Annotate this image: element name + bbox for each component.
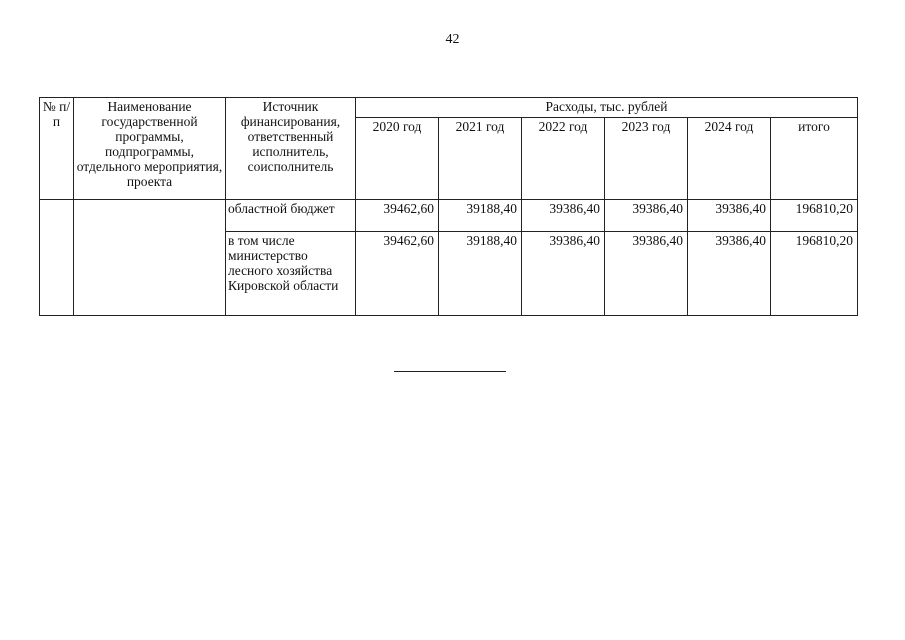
header-num: № п/п [40,98,74,200]
value-cell: 39188,40 [439,200,522,232]
table-row [40,200,858,232]
header-year-2024: 2024 год [688,118,771,200]
row-source-cell: в том числе министерство лесного хозяйства Кировской области [226,232,356,316]
value-cell: 39386,40 [522,200,605,232]
row-name-cell [74,200,226,316]
total-cell: 196810,20 [771,200,858,232]
row-num-cell [40,200,74,316]
value-cell: 39462,60 [356,232,439,316]
value-cell: 39386,40 [605,200,688,232]
header-expenses: Расходы, тыс. рублей [356,98,858,118]
header-year-2021: 2021 год [439,118,522,200]
value-cell: 39188,40 [439,232,522,316]
header-year-2022: 2022 год [522,118,605,200]
total-cell: 196810,20 [771,232,858,316]
header-row-1 [40,98,858,118]
closing-rule [394,371,506,372]
header-year-2020: 2020 год [356,118,439,200]
header-year-2023: 2023 год [605,118,688,200]
value-cell: 39386,40 [605,232,688,316]
header-total: итого [771,118,858,200]
row-source-cell: областной бюджет [226,200,356,232]
value-cell: 39386,40 [688,200,771,232]
header-program-name: Наименование государственной программы, подпрограммы, отдельного мероприятия, проекта [74,98,226,200]
header-funding-source: Источник финансирования, ответственный исполнитель, соисполнитель [226,98,356,200]
budget-table [39,97,858,316]
value-cell: 39386,40 [688,232,771,316]
page-number: 42 [445,32,460,47]
value-cell: 39386,40 [522,232,605,316]
value-cell: 39462,60 [356,200,439,232]
